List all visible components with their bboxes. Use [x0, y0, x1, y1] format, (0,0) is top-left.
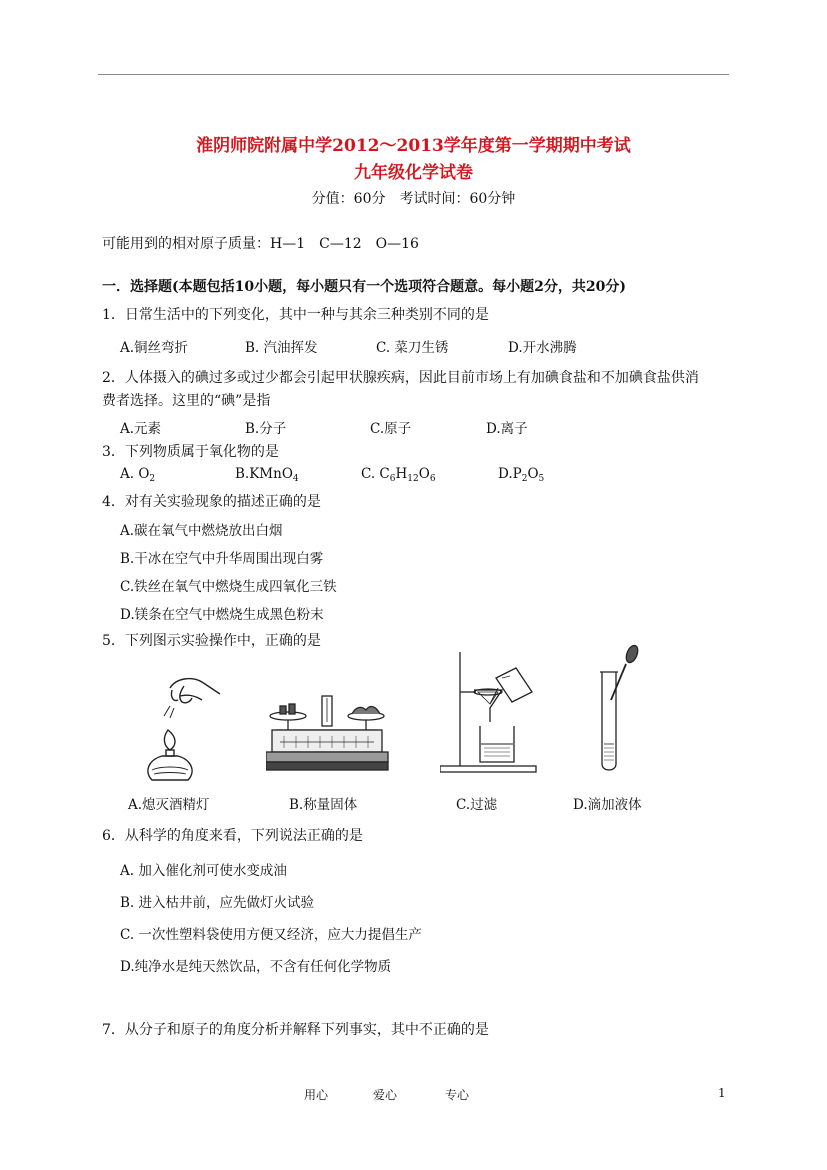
question-7-stem: 7．从分子和原子的角度分析并解释下列事实，其中不正确的是 — [102, 1022, 489, 1038]
question-5-stem: 5．下列图示实验操作中，正确的是 — [102, 633, 321, 649]
question-1-option-d: D.开水沸腾 — [508, 340, 577, 356]
question-2-option-b: B.分子 — [245, 421, 287, 437]
question-6-option-a: A. 加入催化剂可使水变成油 — [120, 863, 287, 879]
question-4-option-d: D.镁条在空气中燃烧生成黑色粉末 — [120, 607, 324, 623]
question-1-option-a: A.铜丝弯折 — [120, 340, 189, 356]
question-3-option-d: $D.P_2O_5$ — [498, 466, 545, 484]
question-3-option-c: C. $C_6H_{12}O_6$ — [361, 466, 436, 484]
question-4-option-c: C.铁丝在氧气中燃烧生成四氧化三铁 — [120, 579, 337, 595]
question-1-option-c: C. 菜刀生锈 — [376, 340, 449, 356]
question-4-option-a: A.碳在氧气中燃烧放出白烟 — [120, 523, 283, 539]
filtration-figure — [440, 648, 540, 774]
question-6-stem: 6．从科学的角度来看，下列说法正确的是 — [102, 828, 363, 844]
question-4-option-b: B.干冰在空气中升华周围出现白雾 — [120, 551, 324, 567]
footer-motto-2: 爱心 — [373, 1088, 398, 1102]
question-2-option-c: C.原子 — [370, 421, 412, 437]
question-1-option-b: B. 汽油挥发 — [245, 340, 318, 356]
exam-title: 淮阴师院附属中学2012～2013学年度第一学期期中考试 — [196, 136, 631, 156]
atomic-mass-note: 可能用到的相对原子质量：H—1 C—12 O—16 — [102, 236, 419, 252]
question-6-option-b: B. 进入枯井前，应先做灯火试验 — [120, 895, 315, 911]
balance-scale-figure — [266, 692, 392, 778]
page-number: 1 — [718, 1086, 726, 1100]
dropper-test-tube-figure — [596, 642, 642, 778]
question-6-option-c: C. 一次性塑料袋使用方便又经济，应大力提倡生产 — [120, 927, 422, 943]
exam-subtitle: 九年级化学试卷 — [354, 163, 473, 183]
question-1-stem: 1．日常生活中的下列变化，其中一种与其余三种类别不同的是 — [102, 307, 489, 323]
question-5-option-d: D.滴加液体 — [573, 797, 642, 813]
alcohol-lamp-figure — [140, 672, 230, 784]
footer-motto-1: 用心 — [304, 1088, 329, 1102]
question-5-option-a: A.熄灭酒精灯 — [128, 797, 210, 813]
question-2-stem-1: 2．人体摄入的碘过多或过少都会引起甲状腺疾病，因此目前市场上有加碘食盐和不加碘食盐供消 — [102, 370, 699, 386]
question-5-option-c: C.过滤 — [456, 797, 498, 813]
question-4-stem: 4．对有关实验现象的描述正确的是 — [102, 494, 321, 510]
question-2-option-d: D.离子 — [486, 421, 528, 437]
question-2-option-a: A.元素 — [120, 421, 162, 437]
question-3-stem: 3．下列物质属于氧化物的是 — [102, 444, 279, 460]
section-heading: 一．选择题(本题包括10小题，每小题只有一个选项符合题意。每小题2分，共20分) — [102, 279, 626, 295]
question-5-option-b: B.称量固体 — [289, 797, 358, 813]
question-3-option-a: A. $O_2$ — [120, 466, 156, 484]
footer-motto-3: 专心 — [445, 1088, 470, 1102]
question-6-option-d: D.纯净水是纯天然饮品，不含有任何化学物质 — [120, 959, 392, 975]
question-2-stem-2: 费者选择。这里的“碘”是指 — [102, 393, 271, 409]
header-rule — [98, 74, 729, 75]
question-3-option-b: B.KMnO$_4$ — [235, 466, 299, 484]
exam-meta: 分值：60分 考试时间：60分钟 — [311, 191, 516, 207]
